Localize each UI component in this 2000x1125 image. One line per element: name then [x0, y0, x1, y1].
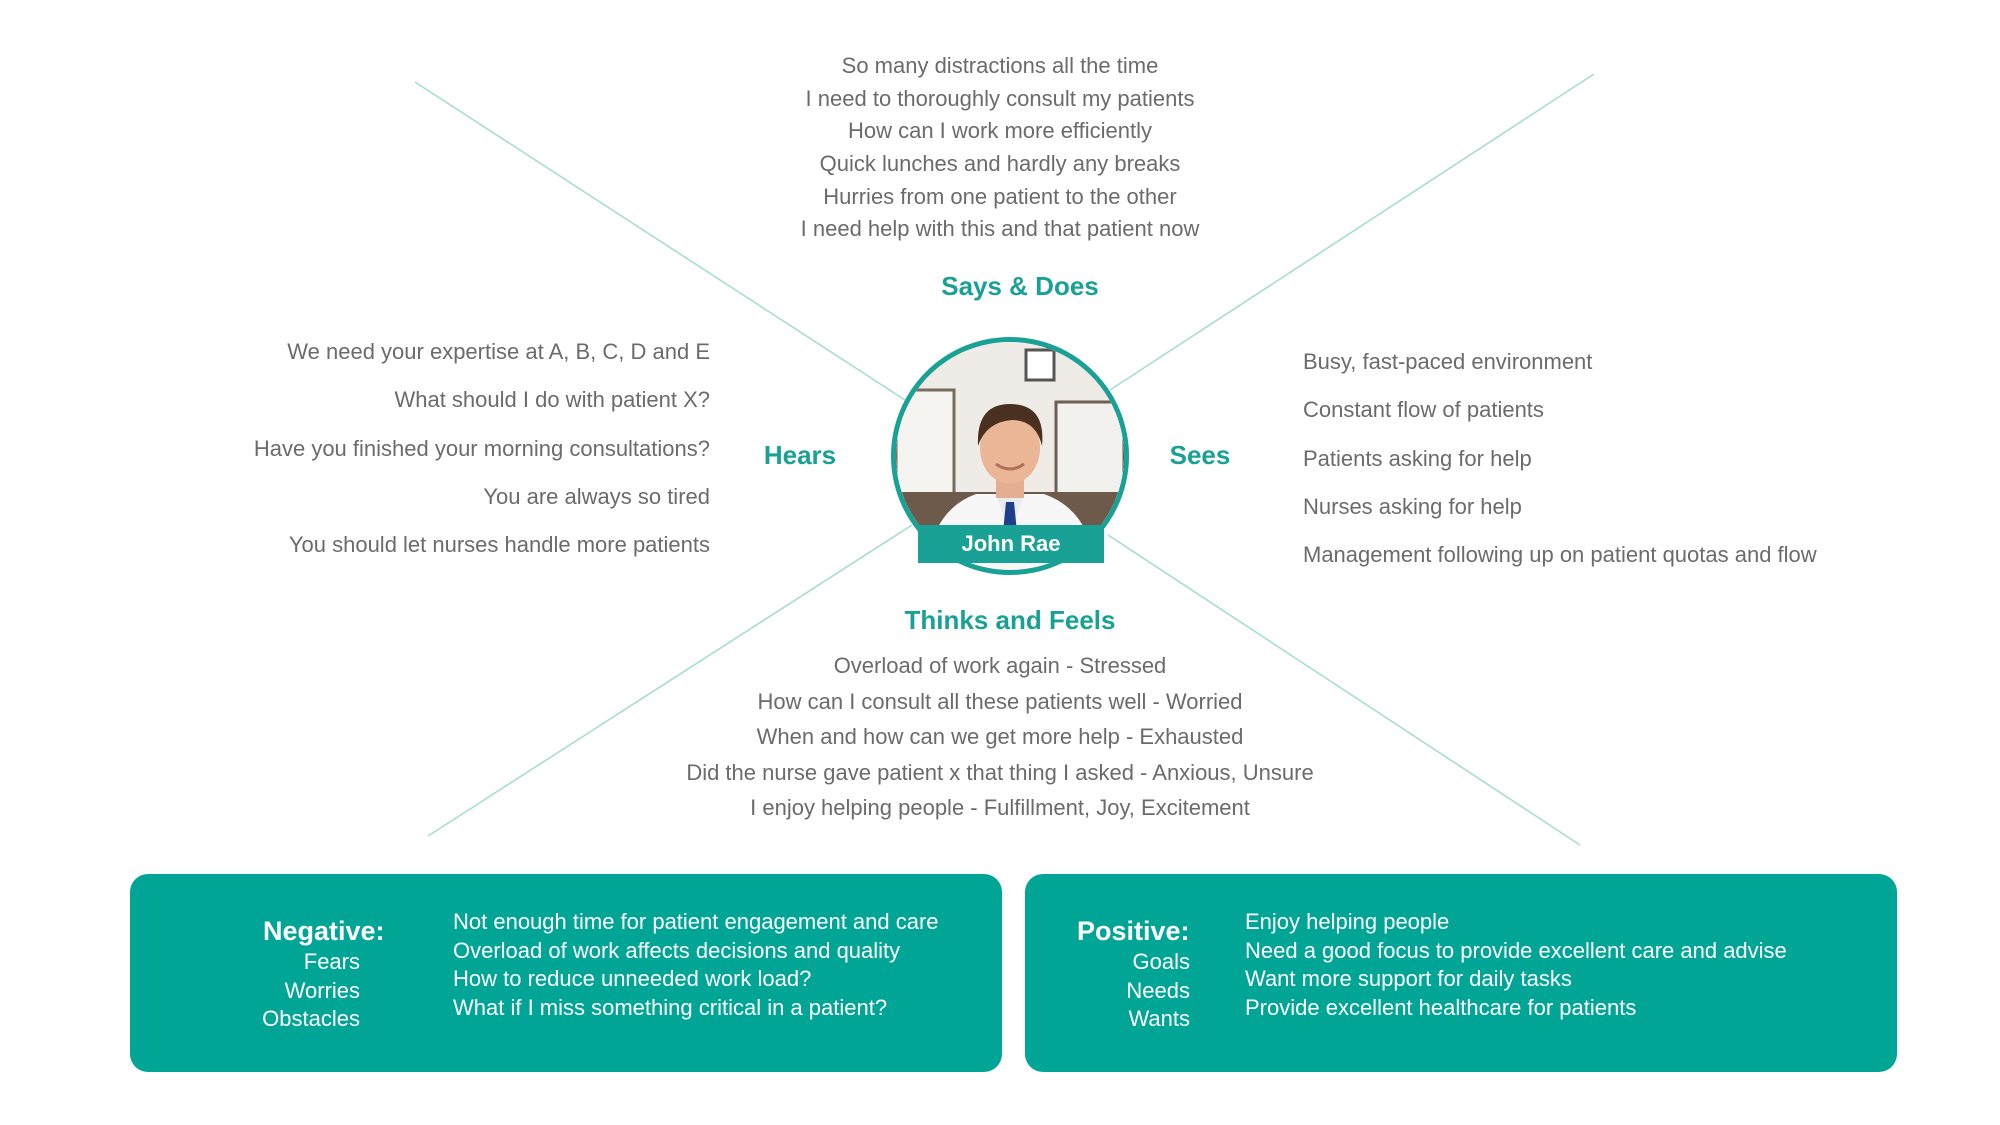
positive-panel: [1025, 874, 1897, 1072]
says-does-list: [700, 50, 1300, 246]
hears-heading: Hears: [763, 440, 837, 470]
says-does-heading: Says & Does: [941, 271, 1099, 301]
positive-item: Enjoy helping people: [1245, 909, 1450, 934]
thinks-feels-item: When and how can we get more help - Exhausted: [756, 724, 1244, 749]
negative-item: How to reduce unneeded work load?: [453, 966, 812, 991]
negative-sublabel: Obstacles: [262, 1006, 360, 1031]
sees-item: Nurses asking for help: [1303, 493, 1522, 519]
thinks-feels-item: Overload of work again - Stressed: [833, 653, 1167, 678]
negative-item: What if I miss something critical in a patient?: [453, 994, 888, 1020]
thinks-feels-item: I enjoy helping people - Fulfillment, Joy, Excitement: [750, 795, 1250, 820]
says-does-item: I need help with this and that patient now: [800, 216, 1200, 242]
hears-list: [150, 332, 710, 573]
negative-label: Negative:: [263, 916, 385, 946]
negative-item: Overload of work affects decisions and quality: [453, 937, 901, 963]
says-does-item: Quick lunches and hardly any breaks: [819, 151, 1181, 177]
says-does-item: How can I work more efficiently: [847, 118, 1153, 144]
thinks-feels-item: How can I consult all these patients well - Worried: [757, 688, 1243, 714]
sees-item: Busy, fast-paced environment: [1303, 349, 1593, 374]
negative-panel: [130, 874, 1002, 1072]
says-does-item: So many distractions all the time: [841, 53, 1159, 78]
positive-item: Provide excellent healthcare for patients: [1245, 994, 1637, 1020]
negative-sublabels: [190, 948, 360, 1034]
positive-items: [1245, 908, 1787, 1022]
positive-item: Want more support for daily tasks: [1245, 966, 1572, 991]
positive-label: Positive:: [1077, 916, 1190, 946]
sees-list: [1303, 342, 1963, 583]
negative-sublabel: Worries: [284, 977, 360, 1003]
positive-sublabels: [1025, 948, 1190, 1034]
hears-item: You are always so tired: [483, 483, 710, 509]
negative-sublabel: Fears: [303, 949, 360, 974]
hears-item: You should let nurses handle more patients: [288, 532, 710, 558]
positive-item: Need a good focus to provide excellent care and advise: [1245, 937, 1787, 963]
hears-item: We need your expertise at A, B, C, D and E: [287, 339, 710, 364]
positive-sublabel: Needs: [1126, 977, 1190, 1003]
sees-item: Patients asking for help: [1303, 445, 1532, 471]
persona-name-tag: John Rae: [918, 525, 1104, 563]
thinks-feels-list: [650, 648, 1350, 826]
sees-item: Constant flow of patients: [1303, 397, 1544, 423]
positive-sublabel: Goals: [1132, 949, 1190, 974]
hears-item: What should I do with patient X?: [394, 387, 710, 413]
sees-heading: Sees: [1169, 440, 1231, 470]
says-does-item: Hurries from one patient to the other: [823, 183, 1177, 209]
positive-sublabel: Wants: [1128, 1006, 1190, 1031]
negative-items: [453, 908, 939, 1022]
says-does-item: I need to thoroughly consult my patients: [805, 85, 1195, 111]
thinks-feels-item: Did the nurse gave patient x that thing I asked - Anxious, Unsure: [686, 759, 1314, 785]
sees-item: Management following up on patient quotas and flow: [1303, 542, 1817, 568]
negative-item: Not enough time for patient engagement and care: [453, 909, 939, 934]
hears-item: Have you finished your morning consultations?: [253, 435, 710, 461]
thinks-feels-heading: Thinks and Feels: [904, 605, 1116, 635]
